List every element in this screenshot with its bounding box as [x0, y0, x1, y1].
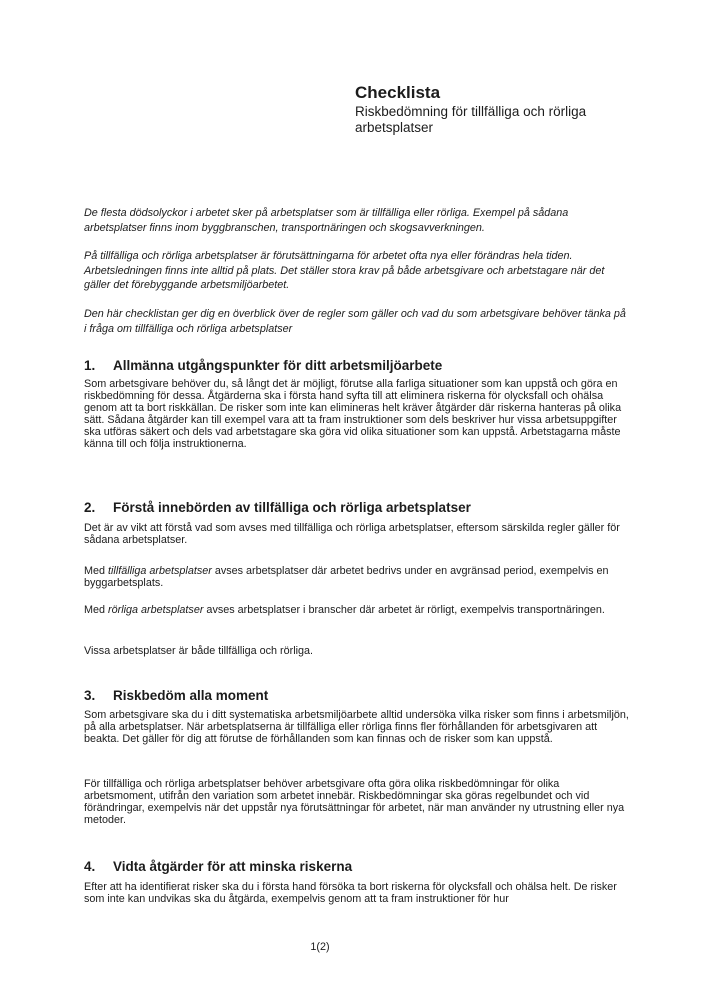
section-1-paragraph-1: Som arbetsgivare behöver du, så långt det är möjligt, förutse alla farliga situationer som kan uppstå och göra en riskbedömning för dessa. Åtgärderna ska i första hand syfta till att eliminera riskerna för olycksfall och ohälsa genom att ta bort riskkällan. De risker som inte kan elimineras helt kräver åtgärder där riskerna hanteras på olika sätt. Sådana åtgärder kan till exempel vara att ta fram instruktioner som dels beskriver hur vissa arbetsuppgifter ska utföras säkert och dels vad arbetstagare ska göra vid olika situationer som kan uppstå. Arbetstagarna måste känna till och följa instruktionerna.: [84, 378, 622, 450]
section-1-heading: [84, 358, 629, 373]
section-1-heading-text: Allmänna utgångspunkter för ditt arbetsmiljöarbete: [113, 358, 443, 373]
section-2-paragraph-4: Vissa arbetsplatser är både tillfälliga och rörliga.: [84, 645, 314, 657]
document-header: [355, 83, 637, 135]
term-paragraph-post: avses arbetsplatser där arbetet bedrivs under en avgränsad period, exempelvis en byggarbetsplats.: [84, 565, 609, 589]
section-4-heading: [84, 859, 629, 874]
term-paragraph-post: avses arbetsplatser i branscher där arbetet är rörligt, exempelvis transportnäringen.: [203, 604, 605, 616]
section-3-heading-text: Riskbedöm alla moment: [113, 688, 269, 703]
page-number: 1(2): [310, 941, 330, 953]
section-2-number: 2.: [84, 500, 96, 515]
intro-paragraph-1: De flesta dödsolyckor i arbetet sker på arbetsplatser som är tillfälliga eller rörliga. Exempel på sådana arbetsplatser finns inom byggbranschen, transportnäringen och skogsavverkningen.: [84, 207, 569, 234]
term-paragraph-pre: Med: [84, 604, 109, 616]
section-3-heading: [84, 688, 629, 703]
section-2-paragraph-2: [84, 566, 629, 590]
section-4-heading-text: Vidta åtgärder för att minska riskerna: [113, 859, 353, 874]
section-1-number: 1.: [84, 358, 96, 373]
document-subtitle: Riskbedömning för tillfälliga och rörliga arbetsplatser: [355, 104, 587, 135]
section-2-heading: [84, 500, 629, 515]
section-4-paragraph-1: Efter att ha identifierat risker ska du i första hand försöka ta bort riskerna för olycksfall och ohälsa helt. De risker som inte kan undvikas ska du åtgärda, exempelvis genom att ta fram instruktioner för hur: [84, 881, 617, 905]
intro-paragraph-3: Den här checklistan ger dig en överblick över de regler som gäller och vad du som arbetsgivare behöver tänka på i fråga om tillfälliga och rörliga arbetsplatser: [84, 308, 626, 335]
term-tillfalliga-arbetsplatser: tillfälliga arbetsplatser: [108, 565, 212, 577]
intro-paragraph-2: På tillfälliga och rörliga arbetsplatser är förutsättningarna för arbetet ofta nya eller förändras hela tiden. Arbetsledningen finns inte alltid på plats. Det ställer stora krav på både arbetsgivare och arbetstagare när det gäller det förebyggande arbetsmiljöarbetet.: [84, 250, 605, 292]
document-title: Checklista: [355, 83, 441, 102]
section-3-paragraph-1: Som arbetsgivare ska du i ditt systematiska arbetsmiljöarbete alltid undersöka vilka risker som finns i arbetsmiljön, på alla arbetsplatser. När arbetsplatserna är tillfälliga eller rörliga finns fler förhållanden för arbetsgivaren att beakta. Det gäller för dig att förutse de förhållanden som kan finnas och de risker som kan uppstå.: [84, 709, 629, 745]
term-rorliga-arbetsplatser: rörliga arbetsplatser: [108, 604, 204, 616]
section-3-number: 3.: [84, 688, 96, 703]
section-2-paragraph-1: Det är av vikt att förstå vad som avses med tillfälliga och rörliga arbetsplatser, eftersom särskilda regler gäller för sådana arbetsplatser.: [84, 522, 620, 546]
section-2-paragraph-3: [84, 605, 629, 617]
section-3-paragraph-2: För tillfälliga och rörliga arbetsplatser behöver arbetsgivare ofta göra olika riskbedömningar för olika arbetsmoment, utifrån den variation som arbetet innebär. Riskbedömningar ska göras regelbundet och vid förändringar, exempelvis när det uppstår nya förutsättningar för arbetet, när man använder ny utrustning eller nya metoder.: [84, 778, 625, 826]
section-4-number: 4.: [84, 859, 96, 874]
term-paragraph-pre: Med: [84, 565, 109, 577]
section-2-heading-text: Förstå innebörden av tillfälliga och rörliga arbetsplatser: [113, 500, 471, 515]
